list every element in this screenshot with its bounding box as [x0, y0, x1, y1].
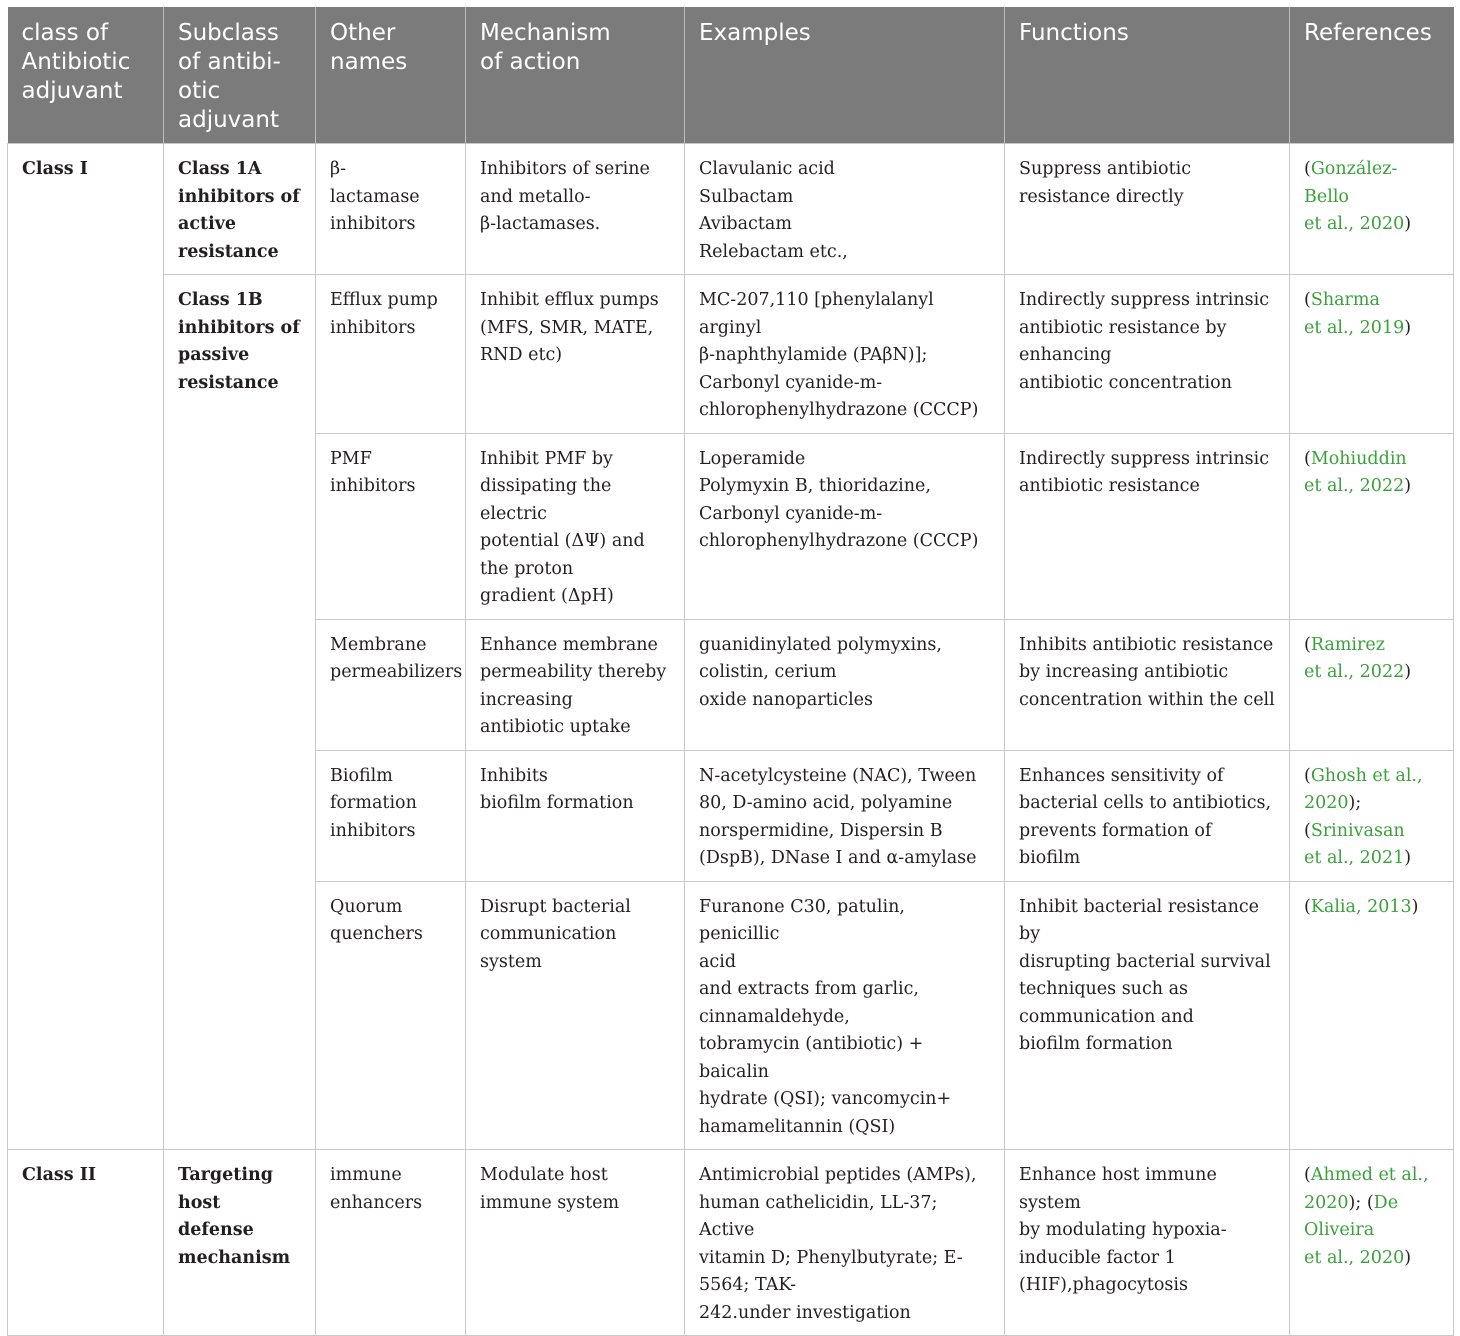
- reference-link[interactable]: De Oliveira et al., 2020: [1304, 1192, 1405, 1268]
- mechanism-cell: Inhibit efflux pumps (MFS, SMR, MATE, RND etc): [466, 275, 685, 434]
- col-header-subclass: Subclass of antibi- otic adjuvant: [164, 7, 316, 144]
- subclass-cell: Class 1A inhibitors of active resistance: [164, 144, 316, 275]
- mechanism-cell: Inhibits biofilm formation: [466, 750, 685, 881]
- examples-cell: Clavulanic acid Sulbactam Avibactam Relebactam etc.,: [685, 144, 1005, 275]
- functions-cell: Inhibit bacterial resistance by disrupting bacterial survival techniques such as communication and biofilm formation: [1005, 881, 1290, 1150]
- other-names-cell: Quorum quenchers: [316, 881, 466, 1150]
- other-names-cell: β- lactamase inhibitors: [316, 144, 466, 275]
- functions-cell: Enhances sensitivity of bacterial cells to antibiotics, prevents formation of biofilm: [1005, 750, 1290, 881]
- table-row: [8, 275, 1454, 434]
- other-names-cell: PMF inhibitors: [316, 433, 466, 619]
- mechanism-cell: Inhibit PMF by dissipating the electric potential (ΔΨ) and the proton gradient (ΔpH): [466, 433, 685, 619]
- references-cell: (Ahmed et al., 2020); (De Oliveira et al., 2020): [1290, 1150, 1454, 1336]
- col-header-class: class of Antibiotic adjuvant: [8, 7, 164, 144]
- references-cell: (Kalia, 2013): [1290, 881, 1454, 1150]
- mechanism-cell: Modulate host immune system: [466, 1150, 685, 1336]
- table-row: [8, 1150, 1454, 1336]
- functions-cell: Suppress antibiotic resistance directly: [1005, 144, 1290, 275]
- class-cell: Class I: [8, 144, 164, 1150]
- references-cell: (González-Bello et al., 2020): [1290, 144, 1454, 275]
- subclass-cell: Targeting host defense mechanism: [164, 1150, 316, 1336]
- functions-cell: Indirectly suppress intrinsic antibiotic resistance by enhancing antibiotic concentration: [1005, 275, 1290, 434]
- mechanism-cell: Inhibitors of serine and metallo- β-lactamases.: [466, 144, 685, 275]
- other-names-cell: immune enhancers: [316, 1150, 466, 1336]
- references-cell: (Ghosh et al., 2020); (Srinivasan et al., 2021): [1290, 750, 1454, 881]
- examples-cell: N-acetylcysteine (NAC), Tween 80, D-amino acid, polyamine norspermidine, Dispersin B (DspB), DNase I and α-amylase: [685, 750, 1005, 881]
- mechanism-cell: Disrupt bacterial communication system: [466, 881, 685, 1150]
- other-names-cell: Efflux pump inhibitors: [316, 275, 466, 434]
- functions-cell: Inhibits antibiotic resistance by increasing antibiotic concentration within the cell: [1005, 619, 1290, 750]
- reference-link[interactable]: Ahmed et al., 2020: [1304, 1165, 1429, 1213]
- adjuvant-table: [7, 7, 1454, 1336]
- reference-link[interactable]: Mohiuddin et al., 2022: [1304, 448, 1407, 496]
- references-cell: (Ramirez et al., 2022): [1290, 619, 1454, 750]
- other-names-cell: Biofilm formation inhibitors: [316, 750, 466, 881]
- col-header-references: References: [1290, 7, 1454, 144]
- class-cell: Class II: [8, 1150, 164, 1336]
- examples-cell: guanidinylated polymyxins, colistin, cerium oxide nanoparticles: [685, 619, 1005, 750]
- functions-cell: Indirectly suppress intrinsic antibiotic resistance: [1005, 433, 1290, 619]
- examples-cell: MC-207,110 [phenylalanyl arginyl β-naphthylamide (PAβN)]; Carbonyl cyanide-m- chlorophenylhydrazone (CCCP): [685, 275, 1005, 434]
- header-row: [8, 7, 1454, 144]
- reference-link[interactable]: Srinivasan et al., 2021: [1304, 820, 1405, 868]
- col-header-other-names: Other names: [316, 7, 466, 144]
- reference-link[interactable]: Ghosh et al., 2020: [1304, 765, 1423, 813]
- table-row: [8, 144, 1454, 275]
- col-header-mechanism: Mechanism of action: [466, 7, 685, 144]
- references-cell: (Sharma et al., 2019): [1290, 275, 1454, 434]
- functions-cell: Enhance host immune system by modulating hypoxia- inducible factor 1 (HIF),phagocytosis: [1005, 1150, 1290, 1336]
- mechanism-cell: Enhance membrane permeability thereby increasing antibiotic uptake: [466, 619, 685, 750]
- subclass-cell: Class 1B inhibitors of passive resistance: [164, 275, 316, 1150]
- col-header-functions: Functions: [1005, 7, 1290, 144]
- examples-cell: Antimicrobial peptides (AMPs), human cathelicidin, LL-37; Active vitamin D; Phenylbutyrate; E- 5564; TAK- 242.under investigation: [685, 1150, 1005, 1336]
- col-header-examples: Examples: [685, 7, 1005, 144]
- references-cell: (Mohiuddin et al., 2022): [1290, 433, 1454, 619]
- other-names-cell: Membrane permeabilizers: [316, 619, 466, 750]
- reference-link[interactable]: Ramirez et al., 2022: [1304, 634, 1405, 682]
- reference-link[interactable]: Kalia, 2013: [1310, 896, 1412, 917]
- reference-link[interactable]: Sharma et al., 2019: [1304, 290, 1405, 338]
- examples-cell: Loperamide Polymyxin B, thioridazine, Carbonyl cyanide-m- chlorophenylhydrazone (CCCP): [685, 433, 1005, 619]
- reference-link[interactable]: González-Bello et al., 2020: [1304, 159, 1405, 234]
- examples-cell: Furanone C30, patulin, penicillic acid and extracts from garlic, cinnamaldehyde, tobramycin (antibiotic) + baicalin hydrate (QSI); vancomycin+ hamamelitannin (QSI): [685, 881, 1005, 1150]
